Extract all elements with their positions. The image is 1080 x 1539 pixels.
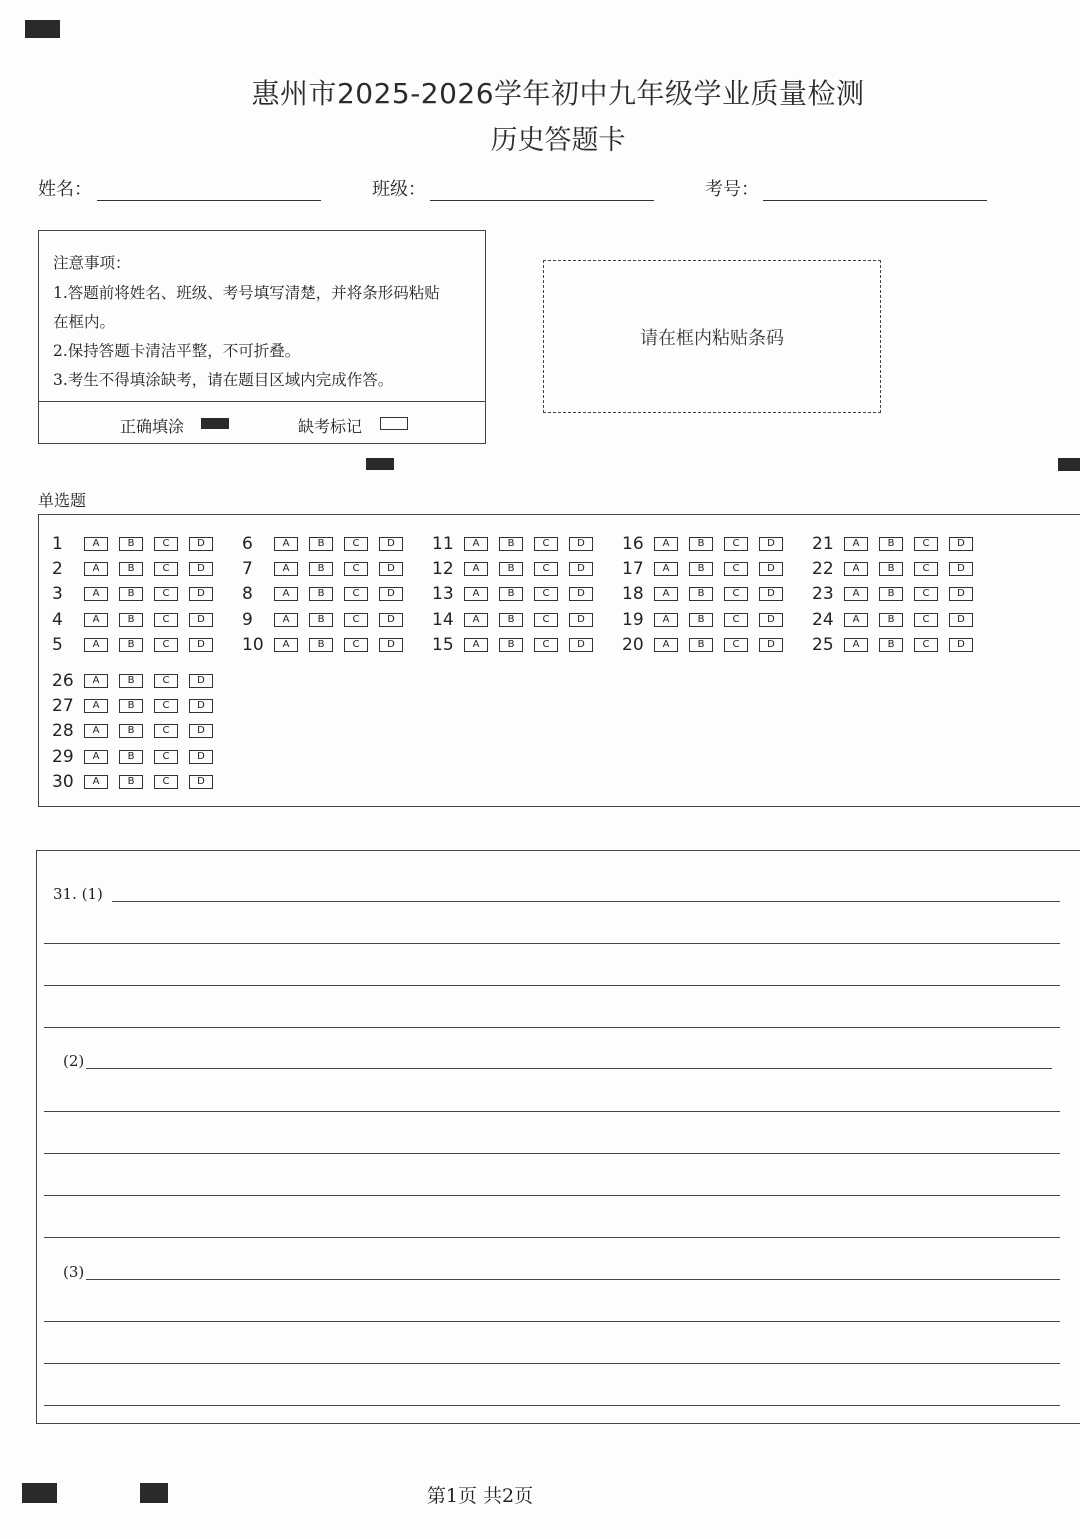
- notice-divider: [39, 401, 485, 402]
- option-bubble-d[interactable]: D: [569, 562, 593, 576]
- answer-line[interactable]: [44, 1405, 1060, 1406]
- option-bubble-c[interactable]: C: [724, 613, 748, 627]
- option-bubble-c[interactable]: C: [154, 775, 178, 789]
- option-bubble-d[interactable]: D: [759, 537, 783, 551]
- exam-no-label: 考号：: [705, 179, 759, 200]
- option-bubble-a[interactable]: A: [84, 587, 108, 601]
- question-number: 15: [432, 635, 454, 655]
- option-bubble-b[interactable]: B: [879, 562, 903, 576]
- option-bubble-c[interactable]: C: [154, 699, 178, 713]
- answer-line[interactable]: [44, 985, 1060, 986]
- question-number: 24: [812, 610, 834, 630]
- q31-part1-label: 31. (1): [53, 885, 103, 903]
- option-bubble-c[interactable]: C: [154, 724, 178, 738]
- option-bubble-b[interactable]: B: [689, 638, 713, 652]
- answer-line[interactable]: [44, 1363, 1060, 1364]
- answer-line[interactable]: [44, 1321, 1060, 1322]
- option-bubble-d[interactable]: D: [569, 537, 593, 551]
- option-bubble-a[interactable]: A: [84, 750, 108, 764]
- question-number: 30: [52, 772, 74, 792]
- page-subtitle: 历史答题卡: [490, 125, 626, 156]
- option-bubble-b[interactable]: B: [119, 699, 143, 713]
- option-bubble-a[interactable]: A: [844, 562, 868, 576]
- question-number: 21: [812, 534, 834, 554]
- option-bubble-a[interactable]: A: [464, 587, 488, 601]
- notice-line-2: 2.保持答题卡清洁平整，不可折叠。: [53, 342, 301, 360]
- section-title: 单选题: [38, 491, 87, 510]
- name-field[interactable]: [97, 200, 321, 201]
- option-bubble-a[interactable]: A: [464, 613, 488, 627]
- option-bubble-d[interactable]: D: [759, 587, 783, 601]
- option-bubble-d[interactable]: D: [189, 699, 213, 713]
- question-number: 22: [812, 559, 834, 579]
- option-bubble-d[interactable]: D: [949, 562, 973, 576]
- q31-part2-label: (2): [63, 1052, 85, 1070]
- option-bubble-b[interactable]: B: [309, 537, 333, 551]
- option-bubble-a[interactable]: A: [844, 537, 868, 551]
- answer-line[interactable]: [44, 1111, 1060, 1112]
- question-number: 19: [622, 610, 644, 630]
- question-number: 10: [242, 635, 264, 655]
- option-bubble-b[interactable]: B: [689, 562, 713, 576]
- question-number: 7: [242, 559, 253, 579]
- option-bubble-d[interactable]: D: [949, 587, 973, 601]
- option-bubble-b[interactable]: B: [499, 587, 523, 601]
- option-bubble-a[interactable]: A: [84, 699, 108, 713]
- option-bubble-c[interactable]: C: [154, 674, 178, 688]
- option-bubble-a[interactable]: A: [274, 638, 298, 652]
- option-bubble-d[interactable]: D: [189, 537, 213, 551]
- option-bubble-a[interactable]: A: [654, 638, 678, 652]
- question-number: 14: [432, 610, 454, 630]
- question-number: 2: [52, 559, 63, 579]
- question-number: 27: [52, 696, 74, 716]
- option-bubble-d[interactable]: D: [379, 537, 403, 551]
- option-bubble-a[interactable]: A: [464, 638, 488, 652]
- option-bubble-a[interactable]: A: [84, 562, 108, 576]
- option-bubble-b[interactable]: B: [119, 638, 143, 652]
- option-bubble-b[interactable]: B: [119, 724, 143, 738]
- name-label: 姓名：: [38, 179, 92, 200]
- option-bubble-a[interactable]: A: [844, 613, 868, 627]
- question-number: 11: [432, 534, 454, 554]
- option-bubble-c[interactable]: C: [724, 562, 748, 576]
- answer-line[interactable]: [44, 1153, 1060, 1154]
- exam-no-field[interactable]: [763, 200, 987, 201]
- option-bubble-c[interactable]: C: [724, 537, 748, 551]
- legend-absent-mark-label: 缺考标记: [298, 417, 363, 436]
- option-bubble-c[interactable]: C: [344, 613, 368, 627]
- option-bubble-d[interactable]: D: [379, 638, 403, 652]
- option-bubble-b[interactable]: B: [879, 638, 903, 652]
- option-bubble-a[interactable]: A: [274, 537, 298, 551]
- option-bubble-d[interactable]: D: [759, 638, 783, 652]
- option-bubble-b[interactable]: B: [309, 562, 333, 576]
- barcode-label: 请在框内粘贴条码: [640, 328, 784, 349]
- option-bubble-d[interactable]: D: [189, 775, 213, 789]
- option-bubble-c[interactable]: C: [534, 537, 558, 551]
- option-bubble-a[interactable]: A: [274, 562, 298, 576]
- option-bubble-d[interactable]: D: [379, 587, 403, 601]
- option-bubble-a[interactable]: A: [654, 587, 678, 601]
- answer-line[interactable]: [44, 1237, 1060, 1238]
- option-bubble-b[interactable]: B: [879, 613, 903, 627]
- option-bubble-c[interactable]: C: [344, 587, 368, 601]
- option-bubble-b[interactable]: B: [119, 775, 143, 789]
- option-bubble-b[interactable]: B: [879, 537, 903, 551]
- option-bubble-d[interactable]: D: [189, 587, 213, 601]
- legend-correct-fill-label: 正确填涂: [120, 417, 185, 436]
- option-bubble-c[interactable]: C: [154, 537, 178, 551]
- option-bubble-b[interactable]: B: [879, 587, 903, 601]
- answer-line[interactable]: [112, 901, 1060, 902]
- option-bubble-d[interactable]: D: [949, 613, 973, 627]
- option-bubble-d[interactable]: D: [189, 613, 213, 627]
- option-bubble-a[interactable]: A: [844, 638, 868, 652]
- option-bubble-b[interactable]: B: [689, 587, 713, 601]
- notice-heading: 注意事项：: [53, 254, 131, 272]
- registration-mark-top-left: [25, 20, 60, 38]
- question-number: 12: [432, 559, 454, 579]
- option-bubble-b[interactable]: B: [119, 587, 143, 601]
- option-bubble-b[interactable]: B: [309, 587, 333, 601]
- option-bubble-b[interactable]: B: [689, 613, 713, 627]
- class-field[interactable]: [430, 200, 654, 201]
- option-bubble-c[interactable]: C: [534, 587, 558, 601]
- question-number: 8: [242, 584, 253, 604]
- option-bubble-a[interactable]: A: [844, 587, 868, 601]
- question-number: 4: [52, 610, 63, 630]
- option-bubble-d[interactable]: D: [569, 613, 593, 627]
- option-bubble-c[interactable]: C: [154, 750, 178, 764]
- option-bubble-c[interactable]: C: [344, 562, 368, 576]
- option-bubble-c[interactable]: C: [154, 587, 178, 601]
- answer-line[interactable]: [44, 943, 1060, 944]
- notice-line-1b: 在框内。: [53, 313, 116, 331]
- answer-line[interactable]: [44, 1027, 1060, 1028]
- question-number: 1: [52, 534, 63, 554]
- notice-line-3: 3.考生不得填涂缺考，请在题目区域内完成作答。: [53, 371, 394, 389]
- option-bubble-b[interactable]: B: [499, 613, 523, 627]
- option-bubble-d[interactable]: D: [569, 638, 593, 652]
- option-bubble-c[interactable]: C: [914, 638, 938, 652]
- question-number: 17: [622, 559, 644, 579]
- option-bubble-b[interactable]: B: [119, 562, 143, 576]
- answer-line[interactable]: [86, 1068, 1052, 1069]
- question-number: 5: [52, 635, 63, 655]
- option-bubble-c[interactable]: C: [344, 638, 368, 652]
- option-bubble-b[interactable]: B: [309, 613, 333, 627]
- option-bubble-a[interactable]: A: [464, 562, 488, 576]
- option-bubble-a[interactable]: A: [84, 724, 108, 738]
- option-bubble-d[interactable]: D: [379, 613, 403, 627]
- option-bubble-c[interactable]: C: [534, 638, 558, 652]
- option-bubble-a[interactable]: A: [84, 775, 108, 789]
- question-number: 23: [812, 584, 834, 604]
- option-bubble-a[interactable]: A: [274, 587, 298, 601]
- option-bubble-a[interactable]: A: [274, 613, 298, 627]
- answer-line[interactable]: [86, 1279, 1060, 1280]
- question-number: 20: [622, 635, 644, 655]
- absent-mark-checkbox[interactable]: [380, 417, 408, 430]
- question-number: 3: [52, 584, 63, 604]
- option-bubble-c[interactable]: C: [914, 613, 938, 627]
- option-bubble-d[interactable]: D: [759, 562, 783, 576]
- option-bubble-d[interactable]: D: [189, 750, 213, 764]
- option-bubble-a[interactable]: A: [654, 537, 678, 551]
- question-number: 18: [622, 584, 644, 604]
- option-bubble-d[interactable]: D: [949, 638, 973, 652]
- question-number: 26: [52, 671, 74, 691]
- question-number: 29: [52, 747, 74, 767]
- notice-line-1: 1.答题前将姓名、班级、考号填写清楚，并将条形码粘贴: [53, 284, 440, 302]
- answer-line[interactable]: [44, 1195, 1060, 1196]
- class-label: 班级：: [372, 179, 426, 200]
- registration-mark-mid: [366, 458, 394, 470]
- option-bubble-c[interactable]: C: [724, 587, 748, 601]
- option-bubble-d[interactable]: D: [189, 724, 213, 738]
- option-bubble-b[interactable]: B: [119, 613, 143, 627]
- question-number: 28: [52, 721, 74, 741]
- option-bubble-a[interactable]: A: [84, 638, 108, 652]
- question-number: 16: [622, 534, 644, 554]
- option-bubble-c[interactable]: C: [154, 613, 178, 627]
- registration-mark-right: [1058, 458, 1080, 471]
- option-bubble-d[interactable]: D: [949, 537, 973, 551]
- option-bubble-d[interactable]: D: [189, 638, 213, 652]
- question-number: 9: [242, 610, 253, 630]
- question-number: 6: [242, 534, 253, 554]
- option-bubble-d[interactable]: D: [379, 562, 403, 576]
- option-bubble-a[interactable]: A: [84, 613, 108, 627]
- written-answer-area: [36, 850, 1080, 1424]
- option-bubble-a[interactable]: A: [464, 537, 488, 551]
- option-bubble-c[interactable]: C: [914, 562, 938, 576]
- option-bubble-b[interactable]: B: [119, 537, 143, 551]
- option-bubble-b[interactable]: B: [119, 674, 143, 688]
- option-bubble-b[interactable]: B: [119, 750, 143, 764]
- option-bubble-c[interactable]: C: [534, 562, 558, 576]
- option-bubble-c[interactable]: C: [914, 587, 938, 601]
- option-bubble-d[interactable]: D: [189, 674, 213, 688]
- option-bubble-c[interactable]: C: [344, 537, 368, 551]
- option-bubble-a[interactable]: A: [654, 562, 678, 576]
- option-bubble-d[interactable]: D: [759, 613, 783, 627]
- option-bubble-a[interactable]: A: [654, 613, 678, 627]
- question-number: 25: [812, 635, 834, 655]
- option-bubble-c[interactable]: C: [534, 613, 558, 627]
- notice-box: [38, 230, 486, 444]
- option-bubble-b[interactable]: B: [499, 638, 523, 652]
- legend-correct-fill-swatch: [201, 418, 229, 429]
- option-bubble-c[interactable]: C: [914, 537, 938, 551]
- q31-part3-label: (3): [63, 1263, 85, 1281]
- option-bubble-a[interactable]: A: [84, 674, 108, 688]
- option-bubble-d[interactable]: D: [189, 562, 213, 576]
- option-bubble-c[interactable]: C: [154, 638, 178, 652]
- option-bubble-d[interactable]: D: [569, 587, 593, 601]
- option-bubble-c[interactable]: C: [154, 562, 178, 576]
- option-bubble-b[interactable]: B: [309, 638, 333, 652]
- page-footer: 第1页 共2页: [426, 1485, 534, 1507]
- option-bubble-a[interactable]: A: [84, 537, 108, 551]
- question-number: 13: [432, 584, 454, 604]
- option-bubble-b[interactable]: B: [689, 537, 713, 551]
- option-bubble-b[interactable]: B: [499, 537, 523, 551]
- option-bubble-b[interactable]: B: [499, 562, 523, 576]
- page-title: 惠州市2025-2026学年初中九年级学业质量检测: [251, 77, 865, 110]
- option-bubble-c[interactable]: C: [724, 638, 748, 652]
